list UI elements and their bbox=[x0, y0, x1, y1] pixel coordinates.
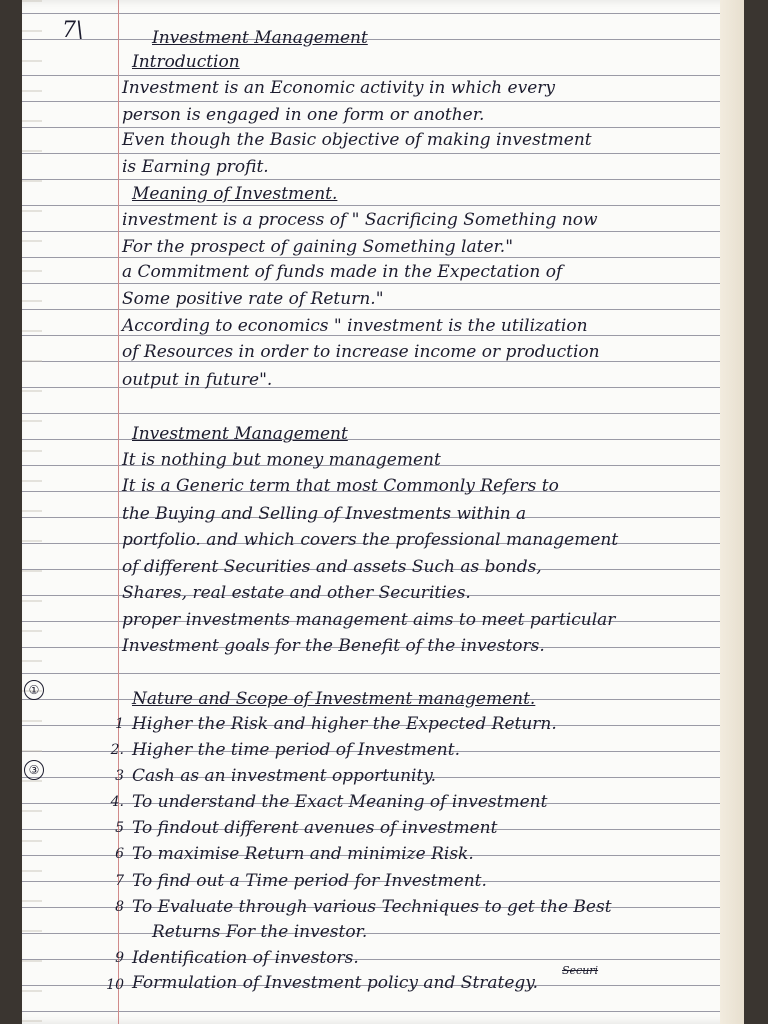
text-line: To Evaluate through various Techniques to get the Best bbox=[132, 897, 612, 917]
text-line: Higher the time period of Investment. bbox=[132, 740, 460, 760]
margin-mark-3: ③ bbox=[24, 760, 44, 780]
text-line: Investment goals for the Benefit of the investors. bbox=[122, 636, 545, 656]
text-line: is Earning profit. bbox=[122, 157, 269, 177]
margin-mark-1: ① bbox=[24, 680, 44, 700]
text-line: For the prospect of gaining Something later." bbox=[122, 237, 514, 257]
text-line: Even though the Basic objective of making investment bbox=[122, 130, 592, 150]
list-number: 2. bbox=[110, 742, 124, 758]
list-number: 3 bbox=[115, 768, 124, 784]
section-heading: Nature and Scope of Investment management. bbox=[132, 689, 536, 709]
list-number: 10 bbox=[106, 977, 124, 993]
text-line: person is engaged in one form or another. bbox=[122, 105, 485, 125]
text-line: the Buying and Selling of Investments within a bbox=[122, 504, 527, 524]
list-number: 7 bbox=[115, 873, 124, 889]
text-line: of Resources in order to increase income or production bbox=[122, 342, 600, 362]
text-line: It is nothing but money management bbox=[122, 450, 441, 470]
section-heading: Meaning of Investment. bbox=[132, 184, 338, 204]
text-line: To findout different avenues of investment bbox=[132, 818, 498, 838]
list-number: 1 bbox=[115, 716, 124, 732]
binding-edge bbox=[22, 0, 42, 1024]
text-line: It is a Generic term that most Commonly Refers to bbox=[122, 476, 559, 496]
text-line: Some positive rate of Return." bbox=[122, 289, 384, 309]
text-line: Identification of investors. bbox=[132, 948, 359, 968]
text-line: According to economics " investment is the utilization bbox=[122, 316, 588, 336]
list-number: 9 bbox=[115, 950, 124, 966]
text-line: investment is a process of " Sacrificing Something now bbox=[122, 210, 598, 230]
section-heading: Investment Management bbox=[132, 424, 348, 444]
list-number: 5 bbox=[115, 820, 124, 836]
text-line: output in future". bbox=[122, 370, 273, 390]
list-number: 4. bbox=[110, 794, 124, 810]
text-line: To maximise Return and minimize Risk. bbox=[132, 844, 474, 864]
text-line: Returns For the investor. bbox=[152, 922, 368, 942]
text-line: To understand the Exact Meaning of investment bbox=[132, 792, 548, 812]
text-line: Formulation of Investment policy and Strategy. bbox=[132, 973, 539, 993]
list-number: 6 bbox=[115, 846, 124, 862]
text-line: To find out a Time period for Investment. bbox=[132, 871, 487, 891]
text-line: Cash as an investment opportunity. bbox=[132, 766, 437, 786]
section-heading: Introduction bbox=[132, 52, 240, 72]
text-line: of different Securities and assets Such as bonds, bbox=[122, 557, 542, 577]
text-line: Higher the Risk and higher the Expected Return. bbox=[132, 714, 557, 734]
text-line: Investment is an Economic activity in which every bbox=[122, 78, 555, 98]
list-number: 8 bbox=[115, 899, 124, 915]
text-line: Shares, real estate and other Securities. bbox=[122, 583, 471, 603]
struck-word: Securi bbox=[562, 964, 599, 977]
notebook-page bbox=[22, 0, 744, 1024]
text-line: portfolio. and which covers the professional management bbox=[122, 530, 619, 550]
corner-mark: 7\ bbox=[62, 18, 84, 43]
page-edge bbox=[720, 0, 744, 1024]
page-title: Investment Management bbox=[152, 28, 368, 48]
text-line: a Commitment of funds made in the Expectation of bbox=[122, 262, 563, 282]
text-line: proper investments management aims to meet particular bbox=[122, 610, 616, 630]
